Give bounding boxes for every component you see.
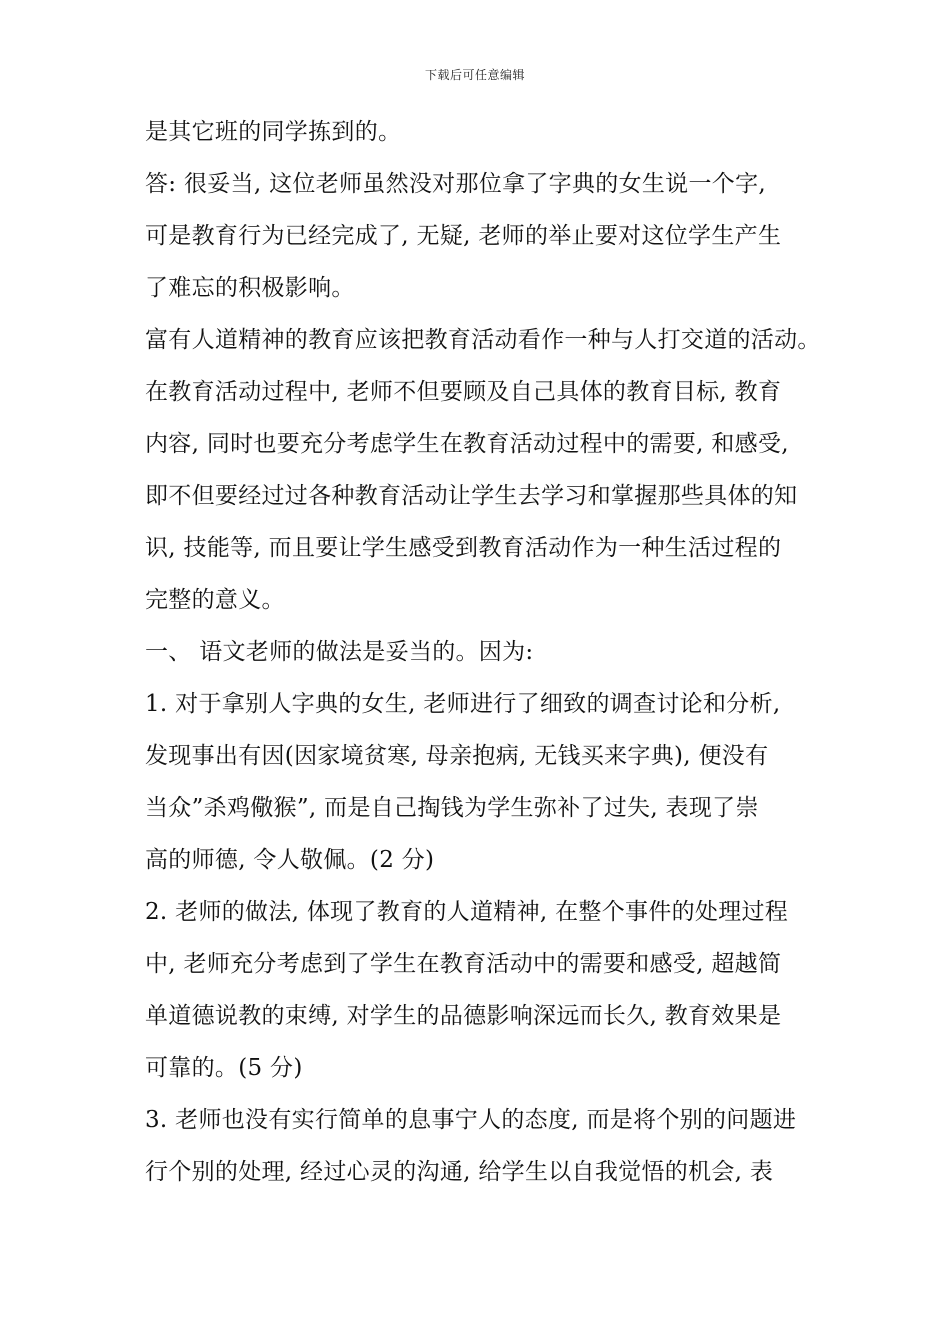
text-line: 内容, 同时也要充分考虑学生在教育活动过程中的需要, 和感受, [145, 431, 789, 457]
text-line: 一、 语文老师的做法是妥当的。因为: [145, 639, 534, 665]
text-line: 可是教育行为已经完成了, 无疑, 老师的举止要对这位学生产生 [145, 223, 782, 249]
body-text [145, 106, 820, 1198]
text-line: 3. 老师也没有实行简单的息事宁人的态度, 而是将个别的问题进 [145, 1107, 797, 1133]
text-line: 了难忘的积极影响。 [145, 275, 355, 301]
text-line: 答: 很妥当, 这位老师虽然没对那位拿了字典的女生说一个字, [145, 171, 766, 197]
text-line: 高的师德, 令人敬佩。(2 分) [145, 847, 435, 873]
text-line: 在教育活动过程中, 老师不但要顾及自己具体的教育目标, 教育 [145, 379, 782, 405]
text-line: 当众”杀鸡儆猴”, 而是自己掏钱为学生弥补了过失, 表现了崇 [145, 795, 759, 821]
text-line: 完整的意义。 [145, 587, 285, 613]
text-line: 富有人道精神的教育应该把教育活动看作一种与人打交道的活动。 [145, 327, 821, 353]
text-line: 2. 老师的做法, 体现了教育的人道精神, 在整个事件的处理过程 [145, 899, 789, 925]
text-line: 中, 老师充分考虑到了学生在教育活动中的需要和感受, 超越简 [145, 951, 782, 977]
text-line: 可靠的。(5 分) [145, 1055, 303, 1081]
text-line: 行个别的处理, 经过心灵的沟通, 给学生以自我觉悟的机会, 表 [145, 1159, 774, 1185]
header-note: 下载后可任意编辑 [424, 68, 525, 82]
text-line: 单道德说教的束缚, 对学生的品德影响深远而长久, 教育效果是 [145, 1003, 782, 1029]
text-line: 即不但要经过过各种教育活动让学生去学习和掌握那些具体的知 [145, 483, 798, 509]
text-line: 发现事出有因(因家境贫寒, 母亲抱病, 无钱买来字典), 便没有 [145, 743, 769, 769]
text-line: 是其它班的同学拣到的。 [145, 119, 402, 145]
text-line: 识, 技能等, 而且要让学生感受到教育活动作为一种生活过程的 [145, 535, 782, 561]
text-line: 1. 对于拿别人字典的女生, 老师进行了细致的调查讨论和分析, [145, 691, 781, 717]
